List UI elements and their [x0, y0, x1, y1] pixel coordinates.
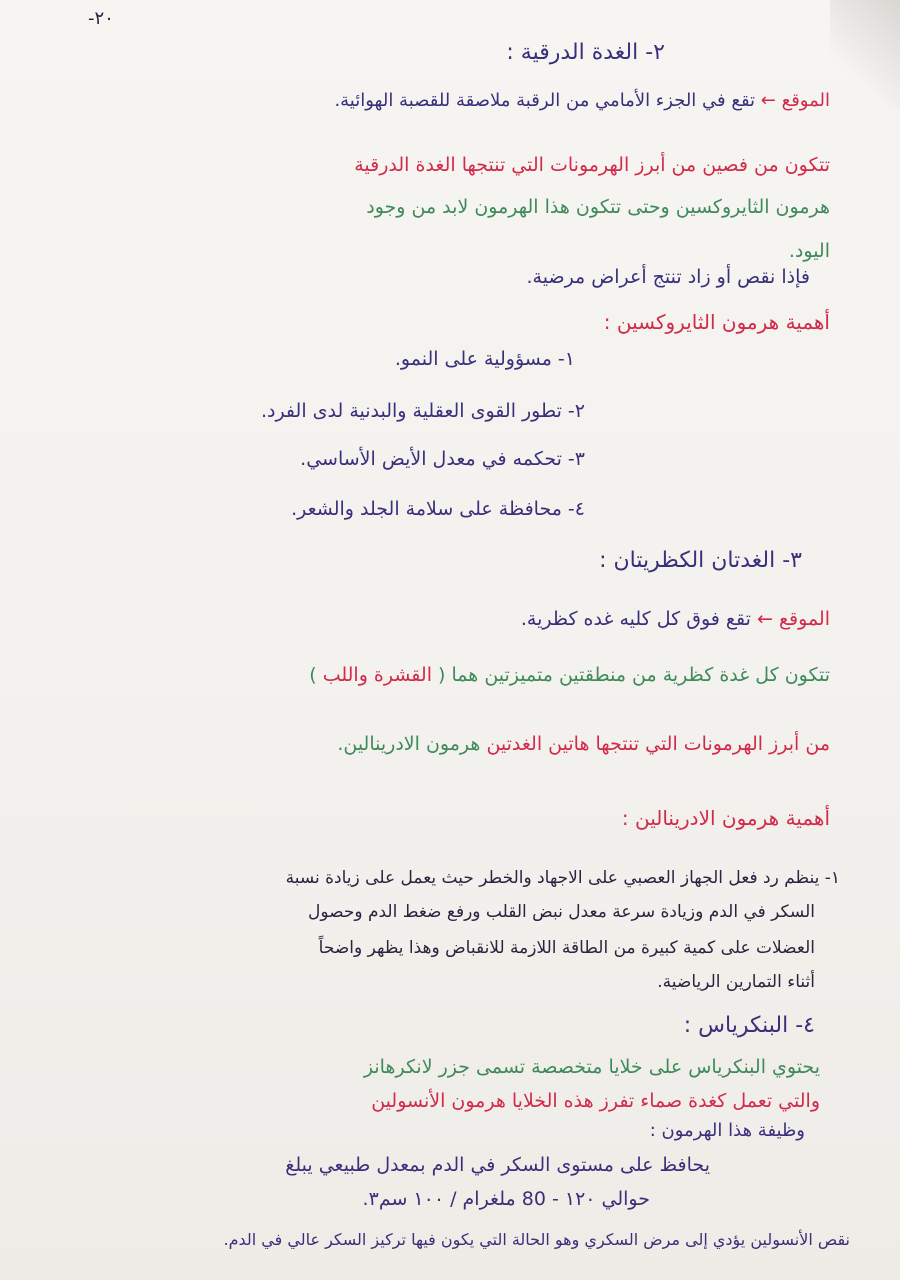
- thyroid-consists-line: تتكون من فصين من أبرز الهرمونات التي تنتجها الغدة الدرقية: [354, 154, 830, 176]
- adrenal-consists-line: [309, 666, 830, 685]
- adrenal-consists-prefix: تتكون كل غدة كظرية من منطقتين متميزتين هما (: [438, 664, 830, 686]
- pancreas-function-label: وظيفة هذا الهرمون :: [649, 1120, 805, 1141]
- pancreas-function-line-2: حوالي ١٢٠ - 80 ملغرام / ١٠٠ سم٣.: [362, 1188, 650, 1210]
- pancreas-deficiency-line: نقص الأنسولين يؤدي إلى مرض السكري وهو الحالة التي يكون فيها تركيز السكر عالي في الدم.: [223, 1230, 850, 1249]
- thyroid-importance-heading: أهمية هرمون الثايروكسين :: [603, 310, 830, 334]
- pancreas-line-2: والتي تعمل كغدة صماء تفرز هذه الخلايا هرمون الأنسولين: [371, 1090, 820, 1112]
- thyroid-hormone-line: هرمون الثايروكسين وحتى تتكون هذا الهرمون لابد من وجود: [366, 196, 830, 218]
- page-corner-shadow: [830, 0, 900, 110]
- thyroid-item-4: ٤- محافظة على سلامة الجلد والشعر.: [291, 498, 585, 520]
- section-heading-thyroid: ٢- الغدة الدرقية :: [506, 40, 665, 65]
- page-number: ٢٠-: [88, 8, 114, 29]
- pancreas-function-line-1: يحافظ على مستوى السكر في الدم بمعدل طبيعي يبلغ: [285, 1154, 710, 1176]
- adrenal-paragraph-line-1: ١- ينظم رد فعل الجهاز العصبي على الاجهاد والخطر حيث يعمل على زيادة نسبة: [285, 868, 840, 888]
- adrenal-importance-heading: أهمية هرمون الادرينالين :: [621, 806, 830, 830]
- section-heading-adrenal: ٣- الغدتان الكظريتان :: [599, 548, 802, 573]
- adrenal-produces-prefix: من أبرز الهرمونات التي تنتجها هاتين الغدتين: [486, 733, 830, 755]
- thyroid-location-line: [334, 92, 830, 110]
- adrenal-location-text: تقع فوق كل كليه غده كظرية.: [520, 608, 751, 630]
- arrow-icon: ←: [756, 608, 773, 630]
- adrenal-paragraph-line-2: السكر في الدم وزيادة سرعة معدل نبض القلب ورفع ضغط الدم وحصول: [307, 902, 815, 922]
- pancreas-line-1: يحتوي البنكرياس على خلايا متخصصة تسمى جزر لانكرهانز: [363, 1056, 820, 1078]
- adrenal-paragraph-line-4: أثناء التمارين الرياضية.: [657, 972, 815, 992]
- thyroid-location-text: تقع في الجزء الأمامي من الرقبة ملاصقة للقصبة الهوائية.: [334, 90, 756, 111]
- adrenal-location-line: [521, 610, 830, 629]
- thyroid-iodine-line: اليود.: [788, 240, 830, 262]
- adrenal-paragraph-line-3: العضلات على كمية كبيرة من الطاقة اللازمة للانقباض وهذا يظهر واضحاً: [318, 938, 815, 958]
- adrenal-produces-hormone: هرمون الادرينالين.: [337, 733, 481, 755]
- thyroid-item-2: ٢- تطور القوى العقلية والبدنية لدى الفرد.: [260, 400, 585, 422]
- thyroid-deficiency-line: فإذا نقص أو زاد تنتج أعراض مرضية.: [526, 266, 810, 288]
- adrenal-produces-line: [337, 735, 830, 754]
- location-label: الموقع: [778, 608, 830, 630]
- arrow-icon: ←: [760, 90, 776, 111]
- adrenal-consists-highlight: القشرة واللب: [322, 664, 432, 686]
- thyroid-item-1: ١- مسؤولية على النمو.: [394, 348, 575, 370]
- thyroid-item-3: ٣- تحكمه في معدل الأيض الأساسي.: [300, 448, 585, 470]
- section-heading-pancreas: ٤- البنكرياس :: [683, 1013, 815, 1038]
- location-label: الموقع: [781, 90, 830, 111]
- adrenal-consists-suffix: ): [309, 664, 317, 686]
